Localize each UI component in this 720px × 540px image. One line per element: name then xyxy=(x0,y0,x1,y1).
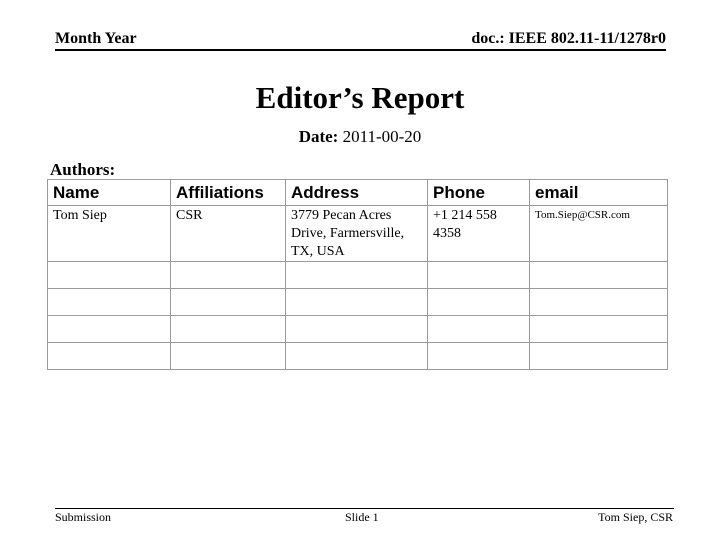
column-header-name: Name xyxy=(48,180,171,206)
table-row xyxy=(48,343,668,370)
cell-affiliation: CSR xyxy=(171,206,286,262)
cell-address xyxy=(286,343,428,370)
footer-rule xyxy=(55,508,674,509)
cell-address xyxy=(286,262,428,289)
table-row xyxy=(48,206,668,262)
footer-submission: Submission xyxy=(55,510,112,524)
table-row xyxy=(48,316,668,343)
cell-email xyxy=(530,289,668,316)
table-row xyxy=(48,262,668,289)
cell-phone xyxy=(428,262,530,289)
cell-name xyxy=(48,343,171,370)
cell-email xyxy=(530,316,668,343)
cell-phone: +1 214 558 4358 xyxy=(428,206,530,262)
header-doc-id: doc.: IEEE 802.11-11/1278r0 xyxy=(471,30,666,47)
slide-title: Editor’s Report xyxy=(255,80,465,115)
cell-email xyxy=(530,262,668,289)
footer-author: Tom Siep, CSR xyxy=(598,510,673,524)
cell-affiliation xyxy=(171,262,286,289)
date-line xyxy=(0,127,720,147)
authors-table xyxy=(47,179,668,370)
table-row xyxy=(48,289,668,316)
header-rule xyxy=(55,49,666,51)
column-header-email: email xyxy=(530,180,668,206)
cell-email xyxy=(530,343,668,370)
date-label: Date: xyxy=(298,127,339,146)
column-header-affiliations: Affiliations xyxy=(171,180,286,206)
cell-name: Tom Siep xyxy=(48,206,171,262)
cell-name xyxy=(48,316,171,343)
table-header-row xyxy=(48,180,668,206)
cell-address: 3779 Pecan Acres Drive, Farmersville, TX, USA xyxy=(286,206,428,262)
cell-name xyxy=(48,262,171,289)
cell-phone xyxy=(428,343,530,370)
cell-name xyxy=(48,289,171,316)
footer-slide-number: Slide 1 xyxy=(345,510,379,524)
column-header-address: Address xyxy=(286,180,428,206)
cell-phone xyxy=(428,316,530,343)
header-date: Month Year xyxy=(55,30,137,47)
cell-phone xyxy=(428,289,530,316)
cell-affiliation xyxy=(171,289,286,316)
cell-address xyxy=(286,316,428,343)
column-header-phone: Phone xyxy=(428,180,530,206)
cell-email: Tom.Siep@CSR.com xyxy=(530,206,668,262)
cell-affiliation xyxy=(171,316,286,343)
cell-address xyxy=(286,289,428,316)
cell-affiliation xyxy=(171,343,286,370)
authors-label: Authors: xyxy=(50,160,116,179)
date-value: 2011-00-20 xyxy=(342,127,422,146)
